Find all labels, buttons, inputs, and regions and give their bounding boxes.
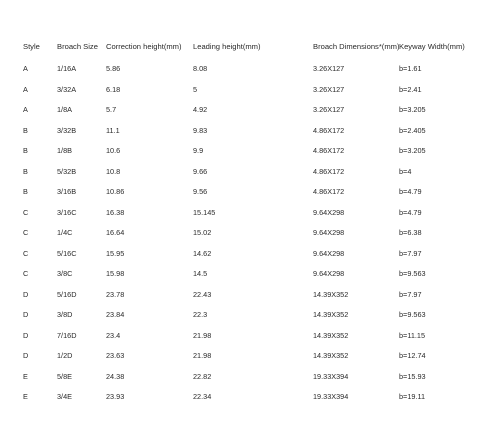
cell-broach-dimensions: 14.39X352 bbox=[313, 289, 349, 299]
cell-keyway-width: b=4.79 bbox=[399, 187, 422, 196]
table-row bbox=[0, 226, 480, 240]
cell-keyway-width: b=19.11 bbox=[399, 392, 426, 401]
header-leading-height: Leading height(mm) bbox=[193, 42, 261, 51]
cell-leading-height: 9.56 bbox=[193, 187, 208, 196]
cell-broach-size: 1/8B bbox=[57, 146, 73, 155]
table-row bbox=[0, 247, 480, 261]
cell-broach-dimensions: 4.86X172 bbox=[313, 146, 345, 155]
table-row bbox=[0, 103, 480, 117]
cell-broach-size: 5/32B bbox=[57, 166, 77, 176]
cell-broach-size: 5/8E bbox=[57, 371, 73, 381]
header-broach-dimensions: Broach Dimensions*(mm) bbox=[313, 42, 400, 51]
cell-leading-height: 22.3 bbox=[193, 310, 208, 319]
cell-style: E bbox=[23, 392, 28, 401]
table-header-row bbox=[0, 40, 480, 54]
cell-correction-height: 23.93 bbox=[106, 392, 125, 401]
cell-leading-height: 4.92 bbox=[193, 105, 208, 114]
cell-correction-height: 11.1 bbox=[106, 125, 120, 135]
cell-broach-dimensions: 9.64X298 bbox=[313, 248, 345, 258]
cell-correction-height: 10.86 bbox=[106, 187, 125, 196]
cell-style: D bbox=[23, 330, 29, 340]
cell-correction-height: 24.38 bbox=[106, 371, 125, 381]
cell-keyway-width: b=3.205 bbox=[399, 105, 426, 114]
cell-correction-height: 10.6 bbox=[106, 146, 121, 155]
cell-correction-height: 15.95 bbox=[106, 248, 125, 258]
cell-broach-dimensions: 9.64X298 bbox=[313, 207, 345, 217]
cell-style: D bbox=[23, 289, 29, 299]
cell-style: D bbox=[23, 310, 29, 319]
cell-keyway-width: b=9.563 bbox=[399, 310, 426, 319]
cell-broach-size: 1/16A bbox=[57, 64, 77, 73]
cell-keyway-width: b=15.93 bbox=[399, 371, 426, 381]
cell-style: A bbox=[23, 64, 28, 73]
cell-correction-height: 16.38 bbox=[106, 207, 125, 217]
cell-keyway-width: b=4.79 bbox=[399, 207, 422, 217]
table-row bbox=[0, 124, 480, 138]
cell-style: B bbox=[23, 146, 28, 155]
cell-correction-height: 6.18 bbox=[106, 84, 121, 94]
cell-leading-height: 8.08 bbox=[193, 64, 208, 73]
cell-correction-height: 23.4 bbox=[106, 330, 121, 340]
cell-style: B bbox=[23, 187, 28, 196]
cell-broach-dimensions: 9.64X298 bbox=[313, 269, 345, 278]
table-row bbox=[0, 288, 480, 302]
cell-leading-height: 21.98 bbox=[193, 330, 212, 340]
cell-broach-size: 3/16B bbox=[57, 187, 77, 196]
header-broach-size: Broach Size bbox=[57, 42, 98, 51]
cell-broach-dimensions: 4.86X172 bbox=[313, 166, 345, 176]
cell-style: C bbox=[23, 269, 29, 278]
cell-broach-size: 5/16C bbox=[57, 248, 77, 258]
cell-broach-size: 3/4E bbox=[57, 392, 73, 401]
cell-leading-height: 5 bbox=[193, 84, 198, 94]
cell-leading-height: 15.02 bbox=[193, 228, 212, 237]
cell-broach-dimensions: 14.39X352 bbox=[313, 351, 349, 360]
cell-broach-dimensions: 3.26X127 bbox=[313, 105, 345, 114]
cell-correction-height: 16.64 bbox=[106, 228, 125, 237]
cell-keyway-width: b=11.15 bbox=[399, 330, 426, 340]
cell-leading-height: 15.145 bbox=[193, 207, 216, 217]
cell-broach-dimensions: 4.86X172 bbox=[313, 125, 345, 135]
table-row bbox=[0, 390, 480, 404]
header-keyway-width: Keyway Width(mm) bbox=[399, 42, 465, 51]
cell-broach-dimensions: 3.26X127 bbox=[313, 84, 345, 94]
table-row bbox=[0, 185, 480, 199]
cell-broach-size: 3/8D bbox=[57, 310, 73, 319]
cell-keyway-width: b=1.61 bbox=[399, 64, 422, 73]
cell-style: A bbox=[23, 105, 28, 114]
cell-keyway-width: b=6.38 bbox=[399, 228, 422, 237]
cell-style: C bbox=[23, 228, 29, 237]
table-row bbox=[0, 349, 480, 363]
cell-broach-size: 1/2D bbox=[57, 351, 73, 360]
cell-leading-height: 9.83 bbox=[193, 125, 208, 135]
cell-broach-size: 1/4C bbox=[57, 228, 73, 237]
cell-leading-height: 14.5 bbox=[193, 269, 208, 278]
cell-leading-height: 9.9 bbox=[193, 146, 204, 155]
cell-broach-size: 3/32A bbox=[57, 84, 77, 94]
cell-broach-dimensions: 9.64X298 bbox=[313, 228, 345, 237]
table-row bbox=[0, 267, 480, 281]
cell-keyway-width: b=4 bbox=[399, 166, 412, 176]
cell-keyway-width: b=7.97 bbox=[399, 248, 422, 258]
cell-style: C bbox=[23, 207, 29, 217]
cell-correction-height: 10.8 bbox=[106, 166, 121, 176]
table-row bbox=[0, 329, 480, 343]
cell-broach-size: 5/16D bbox=[57, 289, 77, 299]
table-row bbox=[0, 206, 480, 220]
cell-leading-height: 22.82 bbox=[193, 371, 212, 381]
cell-broach-dimensions: 3.26X127 bbox=[313, 64, 345, 73]
cell-style: E bbox=[23, 371, 28, 381]
cell-broach-size: 7/16D bbox=[57, 330, 77, 340]
cell-broach-dimensions: 14.39X352 bbox=[313, 330, 349, 340]
cell-style: C bbox=[23, 248, 29, 258]
cell-correction-height: 23.78 bbox=[106, 289, 125, 299]
table-row bbox=[0, 83, 480, 97]
cell-broach-size: 1/8A bbox=[57, 105, 73, 114]
cell-broach-size: 3/32B bbox=[57, 125, 77, 135]
cell-broach-dimensions: 19.33X394 bbox=[313, 371, 349, 381]
cell-correction-height: 15.98 bbox=[106, 269, 125, 278]
table-row bbox=[0, 308, 480, 322]
cell-leading-height: 22.34 bbox=[193, 392, 212, 401]
cell-keyway-width: b=7.97 bbox=[399, 289, 422, 299]
cell-broach-dimensions: 14.39X352 bbox=[313, 310, 349, 319]
cell-keyway-width: b=12.74 bbox=[399, 351, 426, 360]
cell-correction-height: 23.63 bbox=[106, 351, 125, 360]
cell-style: B bbox=[23, 125, 28, 135]
cell-style: D bbox=[23, 351, 29, 360]
header-style: Style bbox=[23, 42, 40, 51]
cell-leading-height: 9.66 bbox=[193, 166, 208, 176]
cell-broach-size: 3/8C bbox=[57, 269, 73, 278]
cell-leading-height: 22.43 bbox=[193, 289, 212, 299]
cell-keyway-width: b=2.41 bbox=[399, 84, 422, 94]
table-row bbox=[0, 370, 480, 384]
cell-keyway-width: b=3.205 bbox=[399, 146, 426, 155]
cell-leading-height: 21.98 bbox=[193, 351, 212, 360]
cell-broach-dimensions: 19.33X394 bbox=[313, 392, 349, 401]
cell-correction-height: 5.86 bbox=[106, 64, 121, 73]
cell-leading-height: 14.62 bbox=[193, 248, 212, 258]
header-correction-height: Correction height(mm) bbox=[106, 42, 182, 51]
cell-keyway-width: b=9.563 bbox=[399, 269, 426, 278]
table-row bbox=[0, 165, 480, 179]
cell-style: B bbox=[23, 166, 28, 176]
cell-correction-height: 5.7 bbox=[106, 105, 117, 114]
cell-keyway-width: b=2.405 bbox=[399, 125, 426, 135]
cell-broach-size: 3/16C bbox=[57, 207, 77, 217]
table-row bbox=[0, 144, 480, 158]
cell-correction-height: 23.84 bbox=[106, 310, 125, 319]
table-row bbox=[0, 62, 480, 76]
cell-style: A bbox=[23, 84, 28, 94]
cell-broach-dimensions: 4.86X172 bbox=[313, 187, 345, 196]
